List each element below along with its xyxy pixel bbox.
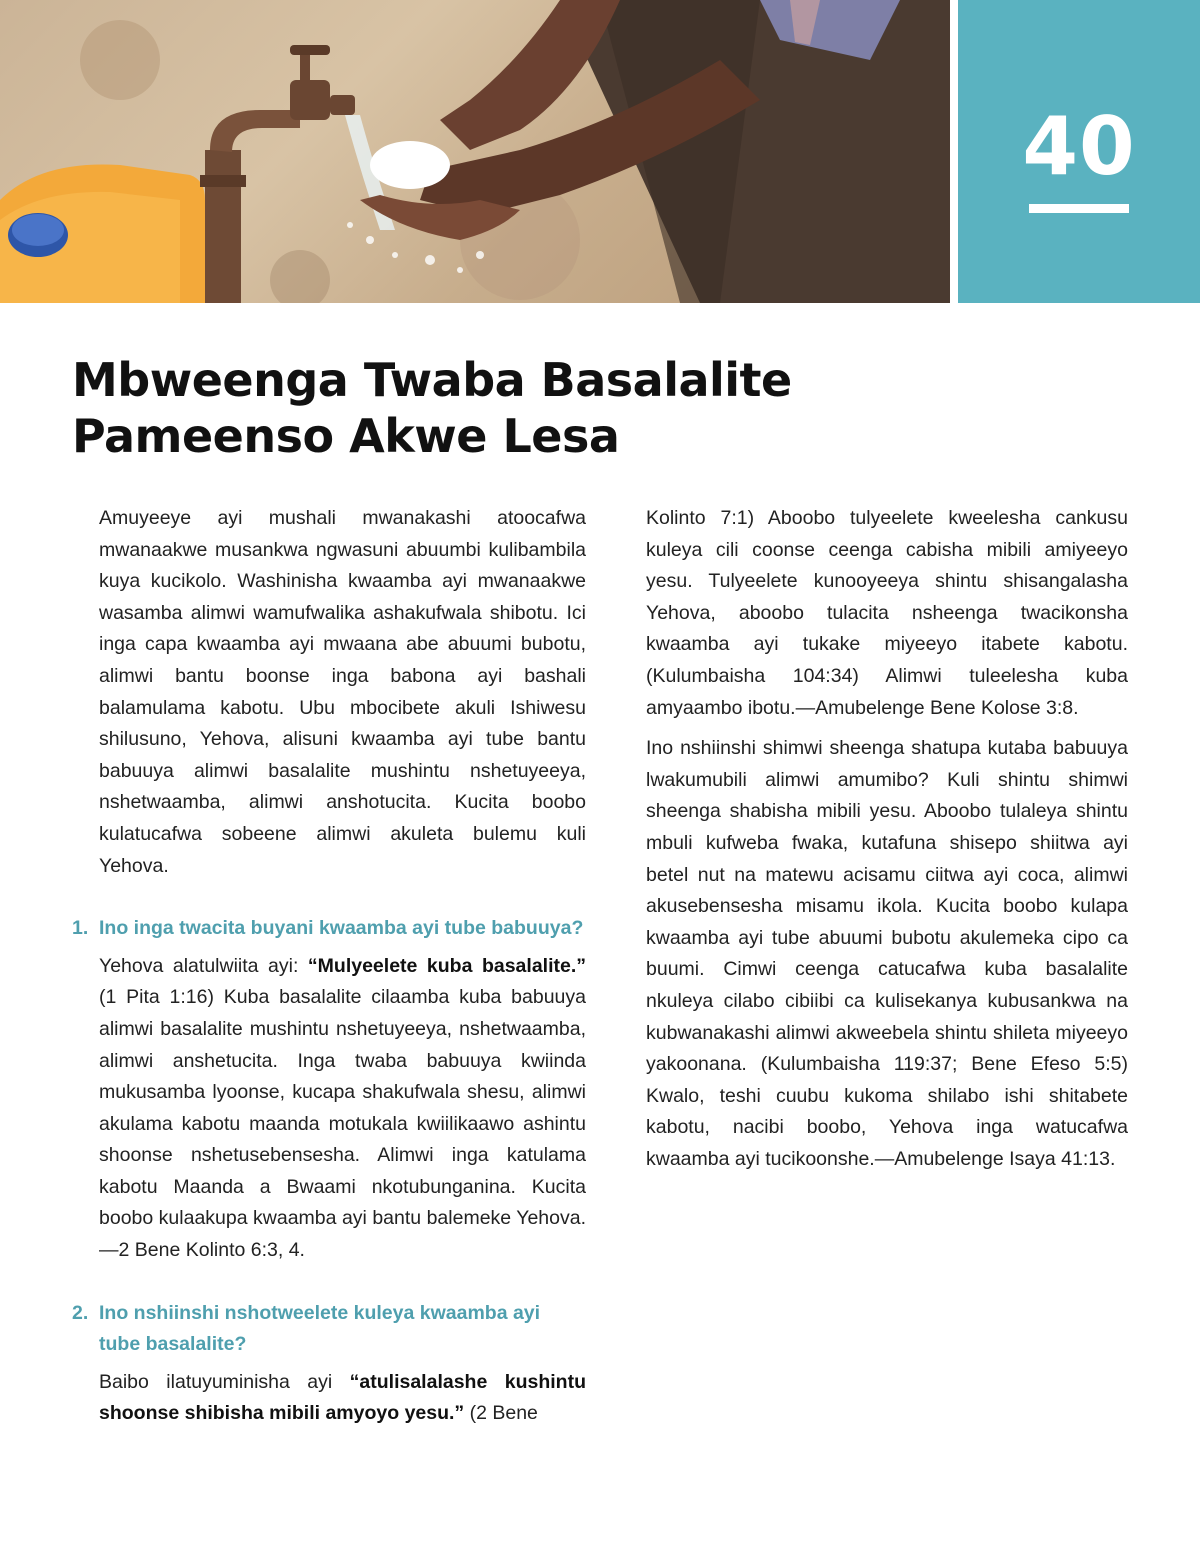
answer-1-scripture-quote: “Mulyeelete kuba basalalite.” <box>307 954 587 977</box>
question-1-number: 1. <box>72 917 89 940</box>
right-column <box>646 503 1128 1184</box>
answer-1-start: Yehova alatulwiita ayi: <box>99 954 308 977</box>
left-column <box>72 503 586 1439</box>
question-2-number: 2. <box>72 1301 89 1324</box>
handwashing-at-tap-photo <box>0 0 950 303</box>
answer-2-scripture-quote: “atulisalalashe kushintu shoonse shibisha mibili amyoyo yesu.” <box>99 1370 586 1425</box>
answer-2-second-paragraph: Ino nshiinshi shimwi sheenga shatupa kutaba babuuya lwakumubili alimwi amumibo? Kuli shintu shimwi sheenga shabisha mibili yesu. Aboobo tulaleya shintu mbuli kufweba fwaka, kutafuna shisepo shiitwa ayi betel nut na matewu acisamu ciitwa ayi coca, alimwi akusebensesha misamu ikola. Kucita boobo kulapa kwaamba ayi tube abuumi bubotu akulemeka cipo ca buumi. Cimwi ceenga catucafwa kuba basalalite nkuleya cilabo cibiibi ca kulisekanya kubusankwa na kubwanakashi alimwi akweebela shintu shileta miyeeyo yakoonana. (Kulumbaisha 119:37; Bene Efeso 5:5) Kwalo, teshi cuubu kukoma shilabo ishi shitabete kabotu, nacibi boobo, Yehova inga watucafwa kwaamba ayi tucikoonshe.—Amubelenge Isaya 41:13. <box>646 737 1128 1170</box>
answer-1-paragraph <box>72 951 586 1267</box>
question-1-text: Ino inga twacita buyani kwaamba ayi tube babuuya? <box>99 917 584 940</box>
answer-1-rest: (1 Pita 1:16) Kuba basalalite cilaamba kuba babuuya alimwi basalalite mushintu nshetuyeeya, nshetwaamba, alimwi anshetucita. Inga twaba babuuya kwiinda mukusamba lyoonse, kucapa shakufwala shesu, alimwi akulama kabotu maanda motukala kwiilikaawo ashintu shoonse nshetusebensesha. Alimwi inga katulama kabotu Maanda a Bwaami nkotubunganina. Kucita boobo kulaakupa kwaamba ayi bantu balemeke Yehova.—2 Bene Kolinto 6:3, 4. <box>99 986 586 1262</box>
intro-paragraph: Amuyeeye ayi mushali mwanakashi atoocafwa mwanaakwe musankwa ngwasuni abuumbi kulibambila kuya kucikolo. Washinisha kwaamba ayi mwanaakwe wasamba alimwi wamufwalika ashakufwala shibotu. Ici inga capa kwaamba ayi mwaana abe abuumi bubotu, alimwi bantu boonse inga babona ayi bashali balamulama kabotu. Ubu mbocibete akuli Ishiwesu shilusuno, Yehova, alisuni kwaamba ayi tube bantu babuuya alimwi basalalite mushintu nshetuyeeya, nshetwaamba, alimwi anshotucita. Kucita boobo kulatucafwa sobeene alimwi akuleta bulemu kuli Yehova. <box>99 507 586 877</box>
page-title-line-1: Mbweenga Twaba Basalalite <box>72 353 792 407</box>
answer-2-continued: Kolinto 7:1) Aboobo tulyeelete kweelesha cankusu kuleya cili coonse ceenga cabisha mibili amiyeeyo yesu. Tulyeelete kunooyeeya shintu shisangalasha Yehova, aboobo tulacita nsheenga twacikonsha kwaamba ayi tukake miyeeyo itabete kabotu. (Kulumbaisha 104:34) Alimwi tuleelesha kuba amyaambo ibotu.—Amubelenge Bene Kolose 3:8. <box>646 507 1128 719</box>
page-title-line-2: Pameenso Akwe Lesa <box>72 409 620 463</box>
question-2-text: Ino nshiinshi nshotweelete kuleya kwaamba ayi tube basalalite? <box>99 1301 541 1356</box>
lesson-number-underline <box>1029 204 1129 213</box>
question-1 <box>72 913 586 945</box>
question-2 <box>72 1298 586 1361</box>
lesson-number: 40 <box>1022 100 1136 193</box>
answer-2-rest: (2 Bene <box>464 1402 538 1425</box>
page-title <box>72 352 972 464</box>
lesson-number-block <box>958 0 1200 303</box>
answer-2-start: Baibo ilatuyuminisha ayi <box>99 1370 350 1393</box>
header-photo <box>0 0 950 303</box>
answer-2-paragraph <box>72 1367 586 1430</box>
